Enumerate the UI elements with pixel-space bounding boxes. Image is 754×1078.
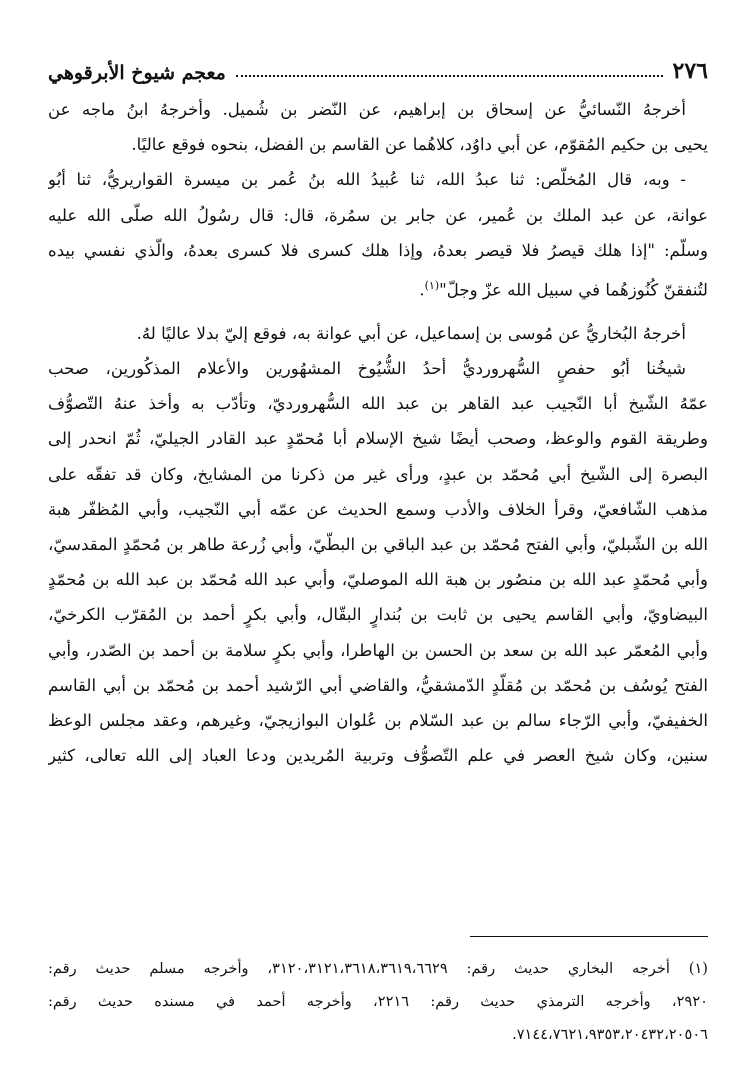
page-header [48,44,708,84]
running-title: معجم شيوخ الأبرقوهي [48,62,226,84]
text-line: الخفيفيّ، وأبي الرّجاء سالم بن عبد السّلام بن عُلوان البوازيجيّ، وغيرهم، وعقد مجلس الوعظ [48,710,708,730]
text-line: شيخُنا أبُو حفصٍ السُّهرورديُّ أحدُ الشُّيُوخ المشهُورين والأعلام المذكُورين، صحب [48,358,686,378]
text-line: - وبه، قال المُخلّص: ثنا عبدُ الله، ثنا عُبيدُ الله بنُ عُمر بن ميسرة القواريريُّ، ثنا أبُو [48,170,686,190]
text-line: الفتح يُوسُف بن مُحمّد بن مُقلّدٍ الدّمشقيُّ، والقاضي أبي الرّشيد أحمد بن مُحمّد بن أبي القاسم [48,675,708,695]
footnote-line: (١) أخرجه البخاري حديث رقم: ٣١٢٠،٣١٢١،٣٦١٨،٣٦١٩،٦٦٢٩، وأخرجه مسلم حديث رقم: [48,960,708,977]
text-line: الله بن الشّبليّ، وأبي الفتح مُحمّد بن عبد الباقي بن البطّيّ، وأبي زُرعة طاهر بن مُحمّدٍ المقدسيّ، [48,534,708,554]
footnote-line: ٢٩٢٠، وأخرجه الترمذي حديث رقم: ٢٢١٦، وأخرجه أحمد في مسنده حديث رقم: [48,993,708,1010]
footnote-separator [470,936,708,937]
text-line: أخرجهُ النّسائيُّ عن إسحاق بن إبراهيم، عن النّضر بن شُميل. وأخرجهُ ابنُ ماجه عن [48,100,686,119]
main-text [48,92,708,773]
text-line: عوانة، عن عبد الملك بن عُمير، عن جابر بن سمُرة، قال: قال رسُولُ الله صلّى الله عليه [48,205,708,225]
footnote-line: ٧١٤٤،٧٦٢١،٩٣٥٣،٢٠٤٣٢،٢٠٥٠٦. [512,1026,708,1043]
text-line: يحيى بن حكيم المُقوّم، عن أبي داوُد، كلاهُما عن القاسم بن الفضل، بنحوه فوقع عاليًا. [131,135,708,155]
paragraph-gap [48,308,708,316]
text-line: عمّهُ الشّيخ أبا النّجيب عبد القاهر بن عبد الله السُّهرورديّ، وتأدّب به وأخذ عنهُ التّصوُّف [48,394,708,414]
footnote-marker: (١) [424,279,440,293]
page-number: ٢٧٦ [672,58,708,84]
text-line: أخرجهُ البُخاريُّ عن مُوسى بن إسماعيل، عن أبي عوانة به، فوقع إليّ بدلا عاليًا لهُ. [136,323,686,343]
text-line: وطريقة القوم والوعظ، وصحب أيضًا شيخ الإسلام أبا مُحمّدٍ عبد القادر الجيليّ، ثُمّ انحدر إلى [48,429,708,449]
text-line: وأبي مُحمّدٍ عبد الله بن منصُور بن هبة الله الموصليّ، وأبي عبد الله مُحمّد بن عبد الله بن مُحمّدٍ [48,570,708,590]
text-line: وأبي المُعمّر عبد الله بن سعد بن الحسن بن الهاطرا، وأبي بكرٍ سلامة بن أحمد بن الصّدر، وأبي [48,640,708,660]
text-line: لتُنفقنّ كُنُوزهُما في سبيل الله عزّ وجلّ" [439,280,708,300]
text-line: وسلّم: "إذا هلك قيصرُ فلا قيصر بعدهُ، وإذا هلك كسرى فلا كسرى بعدهُ، والّذي نفسي بيده [48,240,708,260]
text-line: البصرة إلى الشّيخ أبي مُحمّد بن عبدٍ، ورأى غير من ذكرنا من المشايخ، وكان قد تفقّه على [48,464,708,484]
footnotes [48,952,708,1051]
text-line: البيضاويّ، وأبي القاسم يحيى بن ثابت بن بُندارٍ البقّال، وأبي بكرٍ أحمد بن المُقرّب الكرخيّ، [48,605,708,625]
text-line: مذهب الشّافعيّ، وقرأ الخلاف والأدب وسمع الحديث عن عمّه أبي النّجيب، وأبي المُظفّر هبة [48,499,708,519]
text-line-with-footnote: لتُنفقنّ كُنُوزهُما في سبيل الله عزّ وجلّ"$^{(١)}$. [419,279,708,300]
header-dotted-leader [236,75,663,77]
text-line: سنين، وكان شيخ العصر في علم التّصوُّف وتربية المُريدين ودعا العباد إلى الله تعالى، كثير [48,746,708,766]
